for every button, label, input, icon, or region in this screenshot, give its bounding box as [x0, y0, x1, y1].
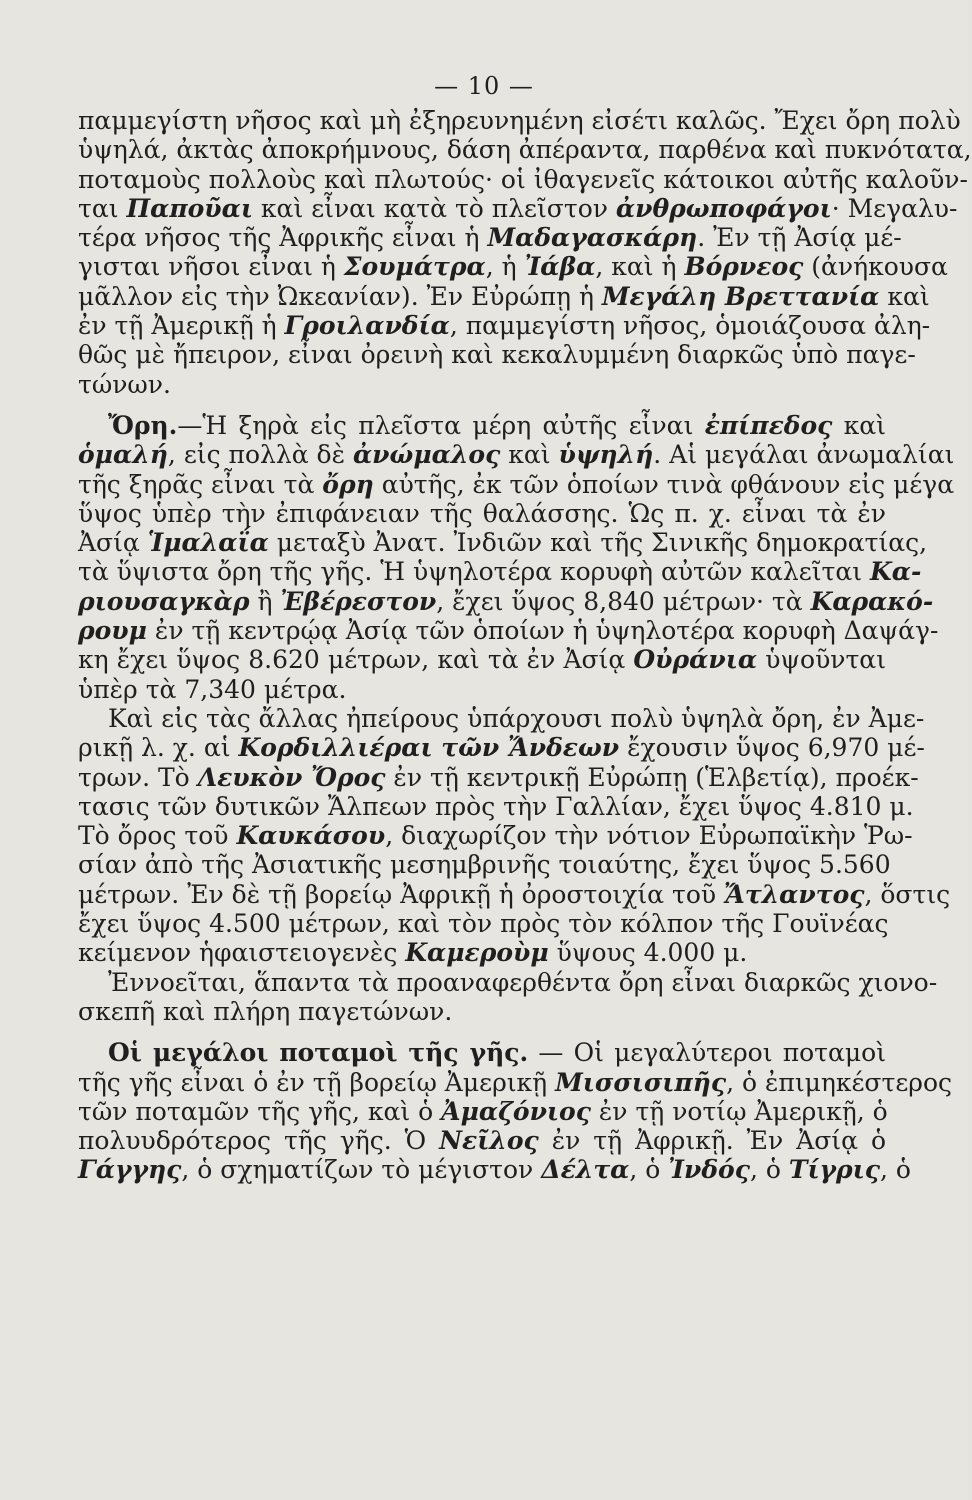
text-line	[78, 340, 916, 370]
text-run: γισται νῆσοι εἶναι ἡ	[78, 252, 344, 282]
text-run: ὕψος ὑπὲρ τὴν ἐπιφάνειαν τῆς θαλάσσης. Ὡς π. χ. εἶναι τὰ ἐν	[78, 498, 886, 528]
text-run: τῆς γῆς εἶναι ὁ ἐν τῇ βορείῳ Ἀμερικῇ	[78, 1067, 556, 1097]
emphasized-term: ἐπίπεδος	[704, 410, 833, 440]
section-heading: Οἱ μεγάλοι ποταμοὶ τῆς γῆς.	[108, 1038, 529, 1068]
emphasized-term: Καμεροὺμ	[405, 938, 549, 968]
emphasized-term: Βόρνεος	[684, 252, 804, 282]
text-line	[78, 1067, 953, 1097]
text-run: ἢ	[249, 586, 281, 616]
text-run: καὶ	[879, 281, 930, 311]
text-run: , ὅστις	[864, 879, 951, 909]
emphasized-term: Γροιλανδία	[284, 311, 450, 341]
text-run: μᾶλλον εἰς τὴν Ὠκεανίαν). Ἐν Εὐρώπῃ ἡ	[78, 281, 602, 311]
section-islands	[78, 106, 972, 399]
emphasized-term: ὑψηλή	[558, 440, 654, 470]
emphasized-term: Νεῖλος	[439, 1126, 539, 1156]
text-line	[78, 1126, 886, 1155]
text-run: Ἐννοεῖται, ἅπαντα τὰ προαναφερθέντα ὄρη εἶναι διαρκῶς χιονο-	[108, 967, 938, 997]
text-line	[78, 967, 938, 997]
section-gap	[78, 1026, 886, 1038]
emphasized-term: ἀνώμαλος	[352, 440, 501, 470]
text-run: , ὁ	[880, 1155, 911, 1185]
emphasized-term: Καρακό-	[810, 586, 934, 616]
text-run: ἐν τῇ κεντρῴᾳ Ἀσίᾳ τῶν ὁποίων ἡ ὑψηλοτέρα κορυφὴ Δαψάγ-	[146, 616, 939, 646]
text-line	[78, 645, 886, 674]
text-run: καὶ	[832, 410, 886, 440]
emphasized-term: Σουμάτρα	[343, 252, 486, 282]
body-text	[78, 106, 972, 1185]
emphasized-term: Μαδαγασκάρη	[487, 223, 698, 253]
text-run: —Ἡ ξηρὰ εἰς πλεῖστα μέρη αὐτῆς εἶναι	[177, 410, 705, 440]
emphasized-term: Λευκὸν Ὄρος	[197, 762, 386, 792]
text-line	[78, 311, 931, 341]
text-line	[78, 557, 922, 587]
emphasized-term: Παποῦαι	[126, 193, 253, 223]
text-line	[78, 586, 934, 616]
emphasized-term: ὄρη	[322, 469, 374, 499]
text-run: ἐν τῇ Ἀμερικῇ ἡ	[78, 311, 285, 341]
text-run: σκεπῆ καὶ πλήρη παγετώνων.	[78, 996, 453, 1026]
emphasized-term: Κορδιλλιέραι τῶν Ἄνδεων	[238, 733, 620, 763]
text-line	[78, 616, 939, 646]
text-run: Ἀσίᾳ	[78, 528, 148, 558]
text-line	[78, 370, 886, 399]
text-run: · Μεγαλυ-	[831, 193, 958, 223]
section-rivers	[78, 1038, 953, 1185]
emphasized-term: Τίγρις	[788, 1155, 880, 1185]
text-run: καὶ	[500, 440, 559, 470]
text-run: τρων. Τὸ	[78, 762, 198, 792]
text-line	[78, 879, 951, 909]
emphasized-term: Γάγγης	[78, 1155, 182, 1185]
text-run: ἐν τῇ νοτίῳ Ἀμερικῇ, ὁ	[590, 1096, 888, 1126]
text-line	[78, 850, 891, 880]
section-gap	[78, 399, 886, 411]
text-run: ποταμοὺς πολλοὺς καὶ πλωτούς· οἱ ἰθαγενεῖς κάτοικοι αὐτῆς καλοῦν-	[78, 164, 968, 194]
text-run: πολυυδρότερος τῆς γῆς. Ὁ	[78, 1126, 440, 1156]
text-run: μέτρων. Ἐν δὲ τῇ βορείῳ Ἀφρικῇ ἡ ὀροστοιχία τοῦ	[78, 879, 725, 909]
text-run: Τὸ ὄρος τοῦ	[78, 821, 237, 851]
text-line	[78, 411, 886, 440]
text-run: , ὁ	[629, 1155, 669, 1185]
text-run: ὑψηλά, ἀκτὰς ἀποκρήμνους, δάση ἀπέραντα, παρθένα καὶ πυκνότατα,	[78, 135, 972, 165]
text-run: , ἔχει ὕψος 8,840 μέτρων· τὰ	[436, 586, 811, 616]
text-line	[78, 675, 886, 704]
text-run: καὶ εἶναι κατὰ τὸ πλεῖστον	[252, 193, 616, 223]
text-run: , εἰς πολλὰ δὲ	[167, 440, 353, 470]
text-run: κείμενον ἡφαιστειογενὲς	[78, 938, 406, 968]
text-line	[78, 1155, 911, 1185]
text-run: ἔχουσιν ὕψος 6,970 μέ-	[619, 733, 925, 763]
text-run: τώνων.	[78, 369, 171, 399]
text-run: ρικῇ λ. χ. αἱ	[78, 733, 239, 763]
text-line	[78, 528, 928, 558]
emphasized-term: Κα-	[869, 557, 922, 587]
emphasized-term: Δέλτα	[541, 1155, 630, 1185]
text-run: — Οἱ μεγαλύτεροι ποταμοὶ	[528, 1038, 886, 1068]
text-run: σίαν ἀπὸ τῆς Ἀσιατικῆς μεσημβρινῆς τοιαύτης, ἔχει ὕψος 5.560	[78, 850, 891, 880]
emphasized-term: Μεγάλη Βρεττανία	[601, 281, 880, 311]
text-run: (ἀνήκουσα	[803, 252, 948, 282]
emphasized-term: Ἄτλαντος	[724, 879, 865, 909]
text-run: μεταξὺ Ἀνατ. Ἰνδιῶν καὶ τῆς Σινικῆς δημοκρατίας,	[268, 528, 928, 558]
emphasized-term: ριουσαγκὰρ	[78, 586, 250, 616]
emphasized-term: Ἰνδός	[668, 1155, 750, 1185]
emphasized-term: ὁμαλή	[78, 440, 168, 470]
emphasized-term: Ἰάβα	[524, 252, 596, 282]
section-mountains	[78, 410, 955, 1026]
text-line	[78, 193, 958, 223]
text-run: ὑψοῦνται	[757, 645, 886, 675]
text-run: , καὶ ἡ	[595, 252, 685, 282]
text-line	[78, 499, 886, 528]
text-line	[78, 1038, 886, 1067]
text-run: τὰ ὕψιστα ὄρη τῆς γῆς. Ἡ ὑψηλοτέρα κορυφὴ αὐτῶν καλεῖται	[78, 557, 870, 587]
text-run: , παμμεγίστη νῆσος, ὁμοιάζουσα ἀλη-	[449, 311, 931, 341]
emphasized-term: Ἀμαζόνιος	[441, 1096, 591, 1126]
text-line	[78, 223, 902, 253]
text-run: , διαχωρίζον τὴν νότιον Εὐρωπαϊκὴν Ῥω-	[385, 821, 913, 851]
text-run: . Αἱ μεγάλαι ἀνωμαλίαι	[653, 440, 955, 470]
text-line	[78, 997, 886, 1026]
emphasized-term: Μισσισιπῆς	[555, 1067, 727, 1097]
emphasized-term: ἀνθρωποφάγοι	[615, 193, 832, 223]
text-run: ὕψους 4.000 μ.	[548, 938, 748, 968]
text-line	[78, 1097, 886, 1126]
text-line	[78, 469, 955, 499]
text-run: ἔχει ὕψος 4.500 μέτρων, καὶ τὸν πρὸς τὸν κόλπον τῆς Γουϊνέας	[78, 909, 889, 939]
text-run: παμμεγίστη νῆσος καὶ μὴ ἐξηρευνημένη εἰσέτι καλῶς. Ἔχει ὄρη πολὺ	[78, 106, 961, 135]
section-heading: Ὄρη.	[108, 410, 178, 440]
text-run: τασις τῶν δυτικῶν Ἄλπεων πρὸς τὴν Γαλλίαν, ἔχει ὕψος 4.810 μ.	[78, 791, 914, 821]
text-run: τῆς ξηρᾶς εἶναι τὰ	[78, 469, 323, 499]
text-run: . Ἐν τῇ Ἀσίᾳ μέ-	[697, 223, 902, 253]
text-line	[78, 821, 913, 851]
text-run: , ὁ ἐπιμηκέστερος	[726, 1067, 953, 1097]
text-line	[78, 791, 914, 821]
text-line	[78, 135, 972, 165]
text-run: ἐν τῇ κεντρικῇ Εὐρώπῃ (Ἑλβετίᾳ), προέκ-	[385, 762, 919, 792]
text-line	[78, 164, 968, 194]
text-line	[78, 703, 925, 733]
text-line	[78, 281, 930, 311]
text-run: Καὶ εἰς τὰς ἄλλας ἠπείρους ὑπάρχουσι πολὺ ὑψηλὰ ὄρη, ἐν Ἀμε-	[108, 703, 925, 733]
emphasized-term: Καυκάσου	[236, 821, 386, 851]
page-number: — 10 —	[434, 72, 534, 100]
text-run: αὐτῆς, ἐκ τῶν ὁποίων τινὰ φθάνουν εἰς μέγα	[373, 469, 955, 499]
text-run: , ὁ σχηματίζων τὸ μέγιστον	[181, 1155, 542, 1185]
text-run: θῶς μὲ ἤπειρον, εἶναι ὀρεινὴ καὶ κεκαλυμμένη διαρκῶς ὑπὸ παγε-	[78, 340, 916, 370]
text-line	[78, 733, 925, 763]
text-run: , ἡ	[485, 252, 525, 282]
text-line	[78, 440, 955, 470]
text-line	[78, 909, 889, 939]
emphasized-term: Ἱμαλαΐα	[147, 528, 269, 558]
text-run: ται	[78, 193, 127, 223]
text-run: τέρα νῆσος τῆς Ἀφρικῆς εἶναι ἡ	[78, 223, 488, 253]
emphasized-term: Οὐράνια	[633, 645, 758, 675]
text-line	[78, 252, 948, 282]
text-run: , ὁ	[749, 1155, 789, 1185]
text-line	[78, 938, 886, 967]
text-run: τῶν ποταμῶν τῆς γῆς, καὶ ὁ	[78, 1096, 442, 1126]
text-line	[78, 106, 961, 135]
emphasized-term: Ἐβέρεστον	[280, 586, 437, 616]
text-run: ἐν τῇ Ἀφρικῇ. Ἐν Ἀσίᾳ ὁ	[538, 1126, 886, 1156]
text-run: ὑπὲρ τὰ 7,340 μέτρα.	[78, 674, 347, 704]
text-line	[78, 762, 919, 792]
emphasized-term: ρουμ	[78, 616, 147, 646]
text-run: κη ἔχει ὕψος 8.620 μέτρων, καὶ τὰ ἐν Ἀσίᾳ	[78, 645, 634, 675]
